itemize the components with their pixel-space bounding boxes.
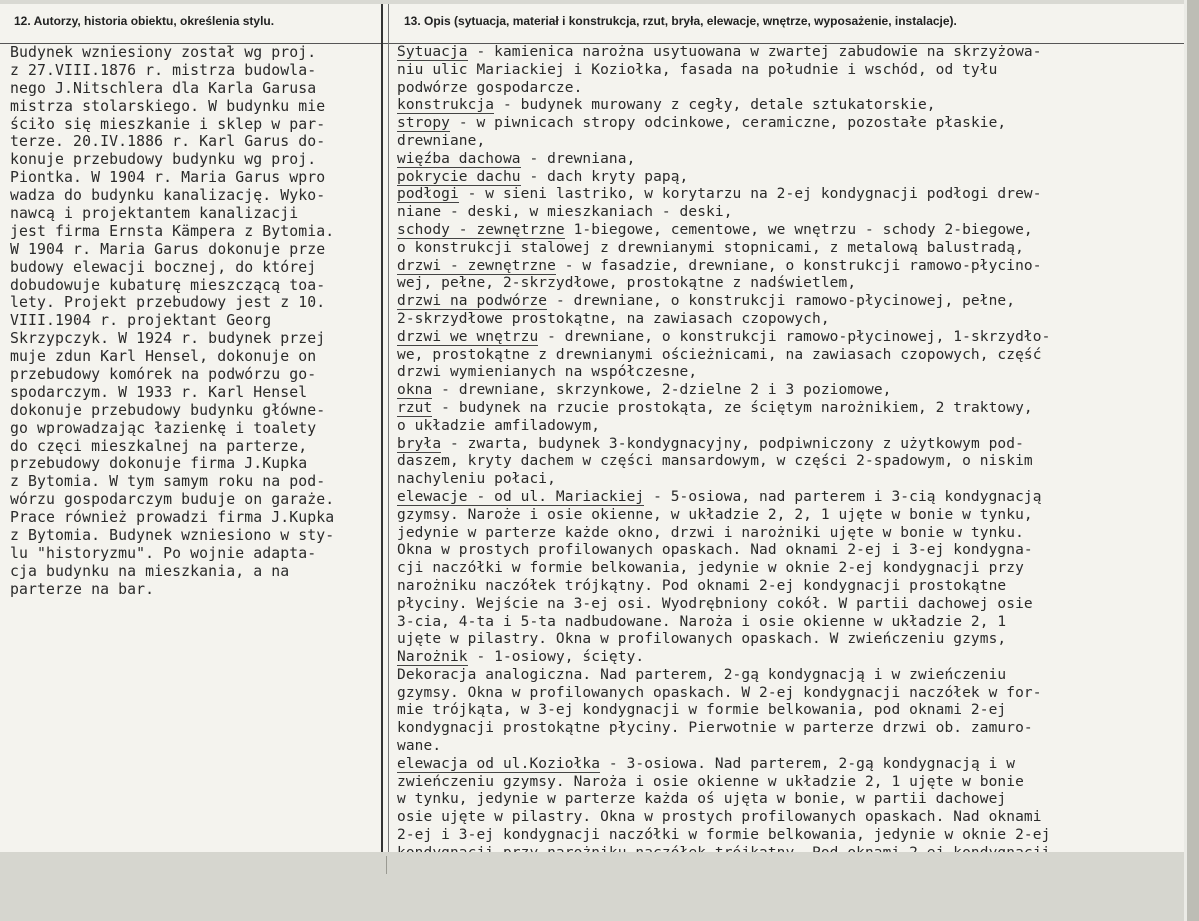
section-label: Sytuacja — [397, 44, 468, 60]
description-line — [397, 204, 1182, 222]
history-line: z Bytomia. W tym samym roku na pod- — [10, 473, 326, 491]
description-line — [397, 97, 1182, 115]
description-text: nachyleniu połaci, — [397, 471, 556, 488]
history-line: przebudowy komórek na podwórzu go- — [10, 366, 317, 384]
description-text: - 5-osiowa, nad parterem i 3-cią kondygnacją — [644, 488, 1042, 505]
section-label: drzwi we wnętrzu — [397, 328, 539, 345]
description-text: o konstrukcji stalowej z drewnianymi stopnicami, z metalową balustradą, — [397, 239, 1024, 256]
description-text: we, prostokątne z drewnianymi ościeżnicami, na zawiasach czopowych, część — [397, 346, 1042, 363]
description-line — [397, 293, 1182, 311]
description-text: wane. — [397, 738, 442, 755]
description-line — [397, 436, 1182, 454]
description-text: - w piwnicach stropy odcinkowe, ceramiczne, pozostałe płaskie, — [449, 115, 1007, 132]
top-edge — [0, 0, 1184, 4]
history-line: wadza do budynku kanalizację. Wyko- — [10, 187, 326, 205]
history-line: przebudowy dokonuje firma J.Kupka — [10, 455, 308, 473]
description-text-column — [397, 44, 1182, 863]
description-line — [397, 222, 1182, 240]
history-line: ściło się mieszkanie i sklep w par- — [10, 115, 326, 133]
history-line: lu "historyzmu". Po wojnie adapta- — [10, 544, 317, 562]
description-text: zwieńczeniu gzymsy. Naroża i osie okienne w układzie 2, 1 ujęte w bonie — [397, 773, 1024, 790]
description-line — [397, 809, 1182, 827]
description-text: - zwarta, budynek 3-kondygnacyjny, podpiwniczony z użytkowym pod- — [441, 435, 1024, 452]
description-line — [397, 80, 1182, 98]
description-text: 2-ej i 3-ej kondygnacji naczółki w formie belkowania, jedynie w oknie 2-ej — [397, 827, 1051, 844]
description-line — [397, 418, 1182, 436]
description-text: drzwi wymienianych na współczesne, — [397, 364, 698, 381]
description-line — [397, 685, 1182, 703]
section-13-heading: 13. Opis (sytuacja, materiał i konstrukcja, rzut, bryła, elewacje, wnętrze, wyposażenie, instalacje). — [404, 14, 957, 28]
description-text: ujęte w pilastry. Okna w profilowanych opaskach. W zwieńczeniu gzyms, — [397, 631, 1007, 648]
history-line: z 27.VIII.1876 r. mistrza budowla- — [10, 61, 317, 79]
description-text: mie trójkąta, w 3-ej kondygnacji w formie belkowania, pod oknami 2-ej — [397, 702, 1007, 719]
history-line: nego J.Nitschlera dla Karla Garusa — [10, 79, 317, 97]
description-line — [397, 614, 1182, 632]
description-text: - kamienica narożna usytuowana w zwartej zabudowie na skrzyżowa- — [467, 44, 1042, 60]
section-label: rzut — [397, 399, 433, 416]
section-label: więźba dachowa — [397, 150, 521, 167]
description-text: - drewniane, o konstrukcji ramowo-płycinowej, pełne, — [547, 293, 1016, 310]
description-text: niu ulic Mariackiej i Koziołka, fasada na południe i wschód, od tyłu — [397, 61, 998, 78]
history-line: dobudowuje kubaturę mieszczącą toa- — [10, 276, 326, 294]
description-line — [397, 596, 1182, 614]
section-label: podłogi — [397, 186, 459, 203]
section-12-heading: 12. Autorzy, historia obiektu, określenia stylu. — [14, 14, 275, 28]
section-label: drzwi - zewnętrzne — [397, 257, 556, 274]
description-text: Dekoracja analogiczna. Nad parterem, 2-gą kondygnacją i w zwieńczeniu — [397, 666, 1007, 683]
description-text: 3-cia, 4-ta i 5-ta nadbudowane. Naroża i osie okienne w układzie 2, 1 — [397, 613, 1007, 630]
description-text: drewniane, — [397, 132, 486, 149]
description-line — [397, 542, 1182, 560]
scan-bottom-margin — [0, 852, 1199, 921]
description-line — [397, 347, 1182, 365]
description-text: kondygnacji prostokątne płyciny. Pierwotnie w parterze drzwi ob. zamuro- — [397, 720, 1033, 737]
description-text: płyciny. Wejście na 3-ej osi. Wyodrębniony cokół. W partii dachowej osie — [397, 595, 1033, 612]
description-text: - 3-osiowa. Nad parterem, 2-gą kondygnacją i w — [600, 755, 1016, 772]
description-line — [397, 186, 1182, 204]
section-label: elewacja od ul.Koziołka — [397, 755, 601, 772]
description-text: - budynek na rzucie prostokąta, ze ściętym narożnikiem, 2 traktowy, — [432, 399, 1033, 416]
history-line: VIII.1904 r. projektant Georg — [10, 312, 272, 330]
section-label: schody - zewnętrzne — [397, 221, 565, 238]
history-line: lety. Projekt przebudowy jest z 10. — [10, 294, 326, 312]
description-line — [397, 329, 1182, 347]
description-line — [397, 240, 1182, 258]
description-line — [397, 275, 1182, 293]
history-line: mistrza stolarskiego. W budynku mie — [10, 97, 326, 115]
description-text: Okna w prostych profilowanych opaskach. Nad oknami 2-ej i 3-ej kondygna- — [397, 542, 1033, 559]
description-text: podwórze gospodarcze. — [397, 79, 583, 96]
column-divider — [381, 4, 383, 852]
section-label: stropy — [397, 115, 450, 132]
description-line — [397, 151, 1182, 169]
history-line: parterze na bar. — [10, 580, 155, 598]
description-text: daszem, kryty dachem w części mansardowym, w części 2-spadowym, o niskim — [397, 453, 1033, 470]
description-line — [397, 169, 1182, 187]
description-line — [397, 400, 1182, 418]
history-line: cja budynku na mieszkania, a na — [10, 562, 290, 580]
description-line — [397, 489, 1182, 507]
description-line — [397, 453, 1182, 471]
history-line: jest firma Ernsta Kämpera z Bytomia. — [10, 222, 335, 240]
history-line: terze. 20.IV.1886 r. Karl Garus do- — [10, 133, 326, 151]
description-text: w tynku, jedynie w parterze każda oś ujęta w bonie, w partii dachowej — [397, 791, 1007, 808]
section-label: pokrycie dachu — [397, 168, 521, 185]
history-line: Prace również prowadzi firma J.Kupka — [10, 509, 335, 527]
section-label: elewacje - od ul. Mariackiej — [397, 488, 645, 505]
description-text: - w sieni lastriko, w korytarzu na 2-ej kondygnacji podłogi drew- — [458, 186, 1042, 203]
section-label: okna — [397, 382, 433, 399]
history-line: muje zdun Karl Hensel, dokonuje on — [10, 348, 317, 366]
section-label: bryła — [397, 435, 442, 452]
description-line — [397, 507, 1182, 525]
history-text-column — [10, 44, 380, 599]
page-edge-highlight — [1184, 0, 1187, 921]
description-line — [397, 364, 1182, 382]
history-line: go wprowadzając łazienkę i toalety — [10, 419, 317, 437]
history-line: Skrzypczyk. W 1924 r. budynek przej — [10, 330, 326, 348]
description-text: - drewniane, skrzynkowe, 2-dzielne 2 i 3 poziomowe, — [432, 382, 892, 399]
description-text: - w fasadzie, drewniane, o konstrukcji ramowo-płycino- — [555, 257, 1042, 274]
description-line — [397, 791, 1182, 809]
description-line — [397, 382, 1182, 400]
description-text: 1-biegowe, cementowe, we wnętrzu - schody 2-biegowe, — [564, 221, 1033, 238]
description-line — [397, 720, 1182, 738]
description-text: gzymsy. Okna w profilowanych opaskach. W 2-ej kondygnacji naczółek w for- — [397, 684, 1042, 701]
description-text: o układzie amfiladowym, — [397, 417, 601, 434]
description-line — [397, 649, 1182, 667]
description-text: - dach kryty papą, — [520, 168, 689, 185]
section-label: drzwi na podwórze — [397, 293, 548, 310]
description-line — [397, 62, 1182, 80]
description-text: - 1-osiowy, ścięty. — [467, 649, 645, 666]
history-line: spodarczym. W 1933 r. Karl Hensel — [10, 383, 308, 401]
history-line: Budynek wzniesiony został wg proj. — [10, 44, 317, 61]
description-text: - drewniana, — [520, 150, 636, 167]
description-text: - budynek murowany z cegły, detale sztukatorskie, — [494, 97, 936, 114]
history-line: wórzu gospodarczym buduje on garaże. — [10, 491, 335, 509]
description-text: 2-skrzydłowe prostokątne, na zawiasach czopowych, — [397, 310, 830, 327]
description-line — [397, 738, 1182, 756]
description-text: jedynie w parterze każde okno, drzwi i narożniki ujęte w bonie w tynku. — [397, 524, 1024, 541]
description-line — [397, 525, 1182, 543]
column-divider-secondary — [388, 4, 389, 852]
description-text: cji naczółki w formie belkowania, jedynie w oknie 2-ej kondygnacji przy — [397, 560, 1024, 577]
description-line — [397, 774, 1182, 792]
history-line: Piontka. W 1904 r. Maria Garus wpro — [10, 169, 326, 187]
section-label: konstrukcja — [397, 97, 495, 114]
description-line — [397, 631, 1182, 649]
description-line — [397, 756, 1182, 774]
description-text: wej, pełne, 2-skrzydłowe, prostokątne z nadświetlem, — [397, 275, 857, 292]
history-line: konuje przebudowy budynku wg proj. — [10, 151, 317, 169]
description-line — [397, 702, 1182, 720]
description-text: narożniku naczółek trójkątny. Pod oknami 2-ej kondygnacji prostokątne — [397, 577, 1007, 594]
history-line: z Bytomia. Budynek wzniesiono w sty- — [10, 527, 335, 545]
description-line — [397, 471, 1182, 489]
description-text: - drewniane, o konstrukcji ramowo-płycinowej, 1-skrzydło- — [538, 328, 1051, 345]
history-line: W 1904 r. Maria Garus dokonuje prze — [10, 240, 326, 258]
description-line — [397, 115, 1182, 133]
history-line: budowy elewacji bocznej, do której — [10, 258, 317, 276]
description-line — [397, 311, 1182, 329]
description-text: osie ujęte w pilastry. Okna w prostych profilowanych opaskach. Nad oknami — [397, 809, 1042, 826]
description-line — [397, 133, 1182, 151]
history-line: nawcą i projektantem kanalizacji — [10, 205, 299, 223]
section-label: Narożnik — [397, 649, 468, 666]
description-line — [397, 258, 1182, 276]
description-line — [397, 578, 1182, 596]
description-line — [397, 560, 1182, 578]
description-line — [397, 667, 1182, 685]
divider-tick — [386, 856, 387, 874]
history-line: dokonuje przebudowy budynku głównе- — [10, 401, 326, 419]
description-line — [397, 44, 1182, 62]
history-line: do częci mieszkalnej na parterze, — [10, 437, 308, 455]
description-text: gzymsy. Naroże i osie okienne, w układzie 2, 2, 1 ujęte w bonie w tynku, — [397, 506, 1033, 523]
description-line — [397, 827, 1182, 845]
description-text: niane - deski, w mieszkaniach - deski, — [397, 204, 733, 221]
